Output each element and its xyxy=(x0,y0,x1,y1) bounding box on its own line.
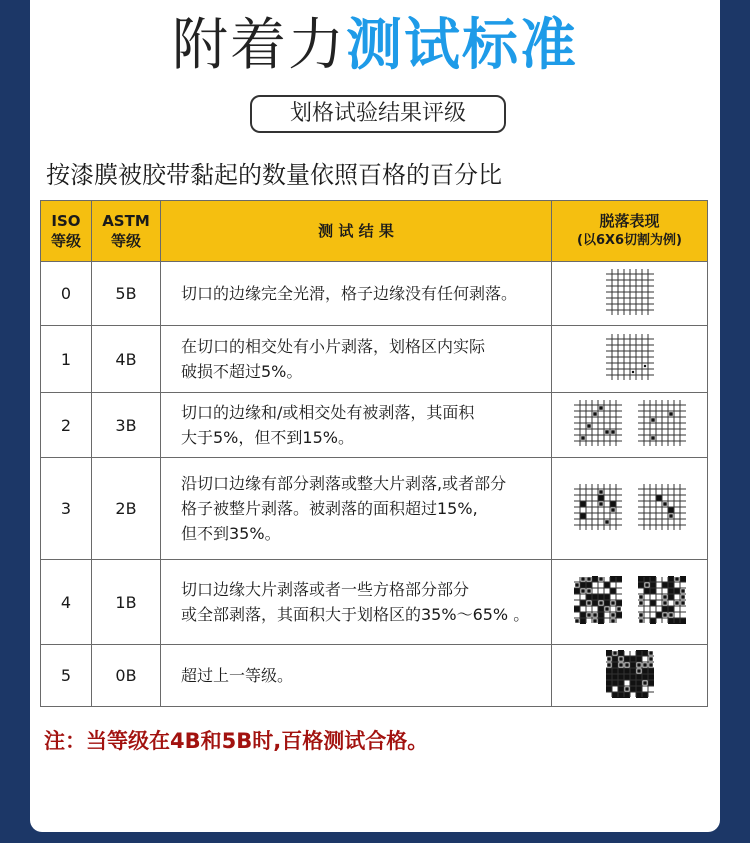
iso-header-line1: ISO xyxy=(51,212,81,230)
crosshatch-pattern-icon xyxy=(636,483,688,531)
iso-grade-cell: 0 xyxy=(41,262,92,326)
pattern-header-line2: (以6X6切割为例) xyxy=(577,233,682,248)
pattern-header xyxy=(552,201,708,262)
crosshatch-pattern-icon xyxy=(604,268,656,316)
pattern-cell xyxy=(552,458,708,560)
pattern-header-line1: 脱落表现 xyxy=(599,212,660,230)
table-row xyxy=(41,560,708,645)
crosshatch-pattern-icon xyxy=(572,576,624,624)
pattern-group xyxy=(604,268,656,316)
result-description-cell xyxy=(161,326,552,393)
astm-header-line2: 等级 xyxy=(110,232,141,250)
crosshatch-pattern-icon xyxy=(572,399,624,447)
description-line: 超过上一等级。 xyxy=(181,666,294,685)
iso-grade-cell: 5 xyxy=(41,645,92,707)
subtitle-text: 划格试验结果评级 xyxy=(289,101,466,126)
result-description-cell xyxy=(161,560,552,645)
pattern-group xyxy=(604,650,656,698)
pattern-cell xyxy=(552,645,708,707)
crosshatch-pattern-icon xyxy=(636,576,688,624)
iso-header xyxy=(41,201,92,262)
subtitle-box xyxy=(250,95,506,133)
iso-grade-cell: 4 xyxy=(41,560,92,645)
astm-grade-cell: 1B xyxy=(92,560,161,645)
crosshatch-pattern-icon xyxy=(604,650,656,698)
crosshatch-pattern-icon xyxy=(572,483,624,531)
table-row xyxy=(41,326,708,393)
result-description-cell xyxy=(161,645,552,707)
page-title xyxy=(30,10,720,82)
astm-grade-cell: 0B xyxy=(92,645,161,707)
description-line: 在切口的相交处有小片剥落，划格区内实际 xyxy=(181,337,486,356)
table-row xyxy=(41,262,708,326)
title-part1: 附着力 xyxy=(172,13,346,78)
table-body xyxy=(41,262,708,707)
description-line: 大于5%，但不到15%。 xyxy=(181,428,354,447)
crosshatch-pattern-icon xyxy=(636,399,688,447)
description-line: 沿切口边缘有部分剥落或整大片剥落,或者部分 xyxy=(181,474,507,493)
pattern-group xyxy=(604,333,656,381)
iso-header-line2: 等级 xyxy=(50,232,81,250)
description-line: 切口边缘大片剥落或者一些方格部分部分 xyxy=(181,580,470,599)
result-description-cell xyxy=(161,262,552,326)
pattern-group xyxy=(572,399,688,447)
pass-note: 注：当等级在4B和5B时,百格测试合格。 xyxy=(44,729,429,753)
iso-grade-cell: 3 xyxy=(41,458,92,560)
description-line: 格子被整片剥落。被剥落的面积超过15%, xyxy=(181,499,478,518)
astm-header-line1: ASTM xyxy=(102,212,150,230)
table-row xyxy=(41,645,708,707)
pattern-group xyxy=(572,483,688,531)
description-line: 但不到35%。 xyxy=(181,524,281,543)
title-part2: 测试标准 xyxy=(346,13,578,78)
astm-grade-cell: 2B xyxy=(92,458,161,560)
result-header: 测 试 结 果 xyxy=(161,201,552,262)
astm-header xyxy=(92,201,161,262)
description-line: 或全部剥落，其面积大于划格区的35%～65% 。 xyxy=(181,605,530,624)
table-row xyxy=(41,458,708,560)
iso-grade-cell: 2 xyxy=(41,393,92,458)
content-card xyxy=(30,0,720,832)
result-description-cell xyxy=(161,393,552,458)
astm-grade-cell: 3B xyxy=(92,393,161,458)
pattern-cell xyxy=(552,262,708,326)
description-line: 切口的边缘完全光滑，格子边缘没有任何剥落。 xyxy=(181,284,518,303)
table-header-row xyxy=(41,201,708,262)
astm-grade-cell: 5B xyxy=(92,262,161,326)
crosshatch-pattern-icon xyxy=(604,333,656,381)
rating-table xyxy=(40,200,708,707)
description-line: 切口的边缘和/或相交处有被剥落，其面积 xyxy=(181,403,475,422)
pattern-cell xyxy=(552,393,708,458)
pattern-cell xyxy=(552,560,708,645)
iso-grade-cell: 1 xyxy=(41,326,92,393)
intro-text: 按漆膜被胶带黏起的数量依照百格的百分比 xyxy=(46,161,502,189)
table-row xyxy=(41,393,708,458)
result-description-cell xyxy=(161,458,552,560)
description-line: 破损不超过5%。 xyxy=(181,362,303,381)
astm-grade-cell: 4B xyxy=(92,326,161,393)
pattern-group xyxy=(572,576,688,624)
pattern-cell xyxy=(552,326,708,393)
